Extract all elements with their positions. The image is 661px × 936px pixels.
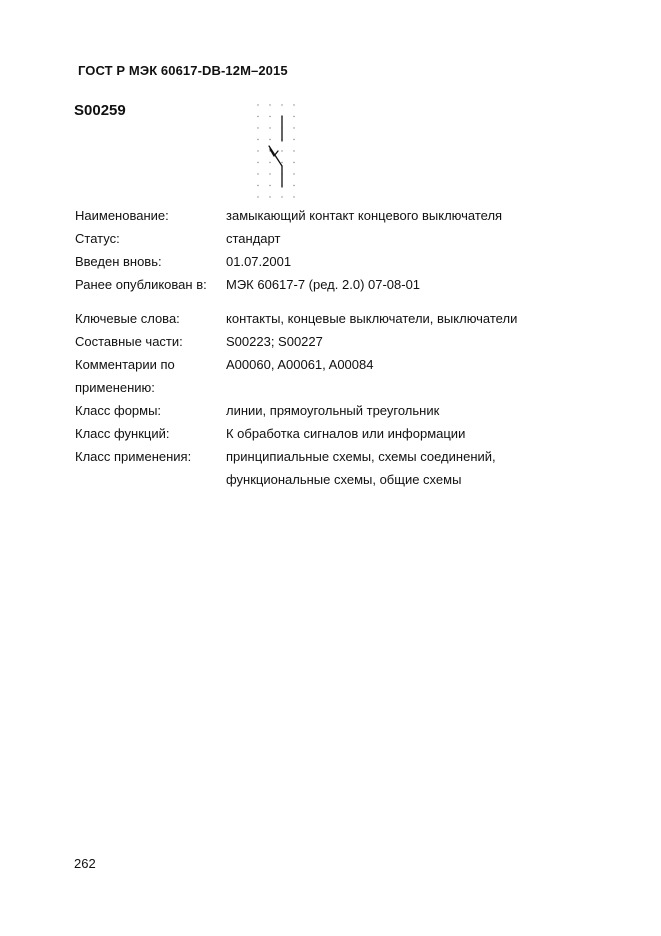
field-row [75, 422, 635, 445]
field-row [75, 399, 635, 422]
field-label: Статус: [75, 231, 120, 246]
field-row-continuation [75, 376, 635, 399]
field-value: замыкающий контакт концевого выключателя [226, 208, 503, 223]
field-value: S00223; S00227 [226, 334, 323, 349]
field-row [75, 307, 635, 330]
field-label: Класс формы: [75, 403, 162, 418]
field-value-continuation [226, 376, 635, 399]
field-label: Введен вновь: [75, 254, 162, 269]
field-value: A00060, A00061, A00084 [226, 357, 374, 372]
grid-dots [257, 104, 294, 197]
field-value-continuation: функциональные схемы, общие схемы [226, 472, 462, 487]
limit-switch-contact-symbol-icon [250, 100, 302, 202]
field-row [75, 250, 635, 273]
field-value: принципиальные схемы, схемы соединений, [226, 449, 496, 464]
field-label: Ключевые слова: [75, 311, 180, 326]
field-row [75, 353, 635, 376]
field-row-continuation [75, 468, 635, 491]
field-row [75, 445, 635, 468]
symbol-code: S00259 [74, 102, 126, 119]
field-label: Составные части: [75, 334, 183, 349]
field-list [75, 204, 635, 491]
page-number: 262 [74, 856, 96, 871]
field-row [75, 204, 635, 227]
field-row [75, 330, 635, 353]
field-label-continuation: применению: [75, 380, 155, 395]
field-label: Класс применения: [75, 449, 192, 464]
field-label: Класс функций: [75, 426, 170, 441]
field-value: линии, прямоугольный треугольник [226, 403, 440, 418]
document-header: ГОСТ Р МЭК 60617-DB-12M–2015 [78, 63, 288, 78]
field-label-continuation [75, 468, 226, 491]
field-value: МЭК 60617-7 (ред. 2.0) 07-08-01 [226, 277, 421, 292]
field-label: Ранее опубликован в: [75, 277, 207, 292]
field-label: Комментарии по [75, 357, 175, 372]
field-label: Наименование: [75, 208, 169, 223]
field-row [75, 273, 635, 296]
field-value: 01.07.2001 [226, 254, 292, 269]
field-value: контакты, концевые выключатели, выключатели [226, 311, 518, 326]
field-value: К обработка сигналов или информации [226, 426, 466, 441]
field-value: стандарт [226, 231, 281, 246]
field-row [75, 227, 635, 250]
